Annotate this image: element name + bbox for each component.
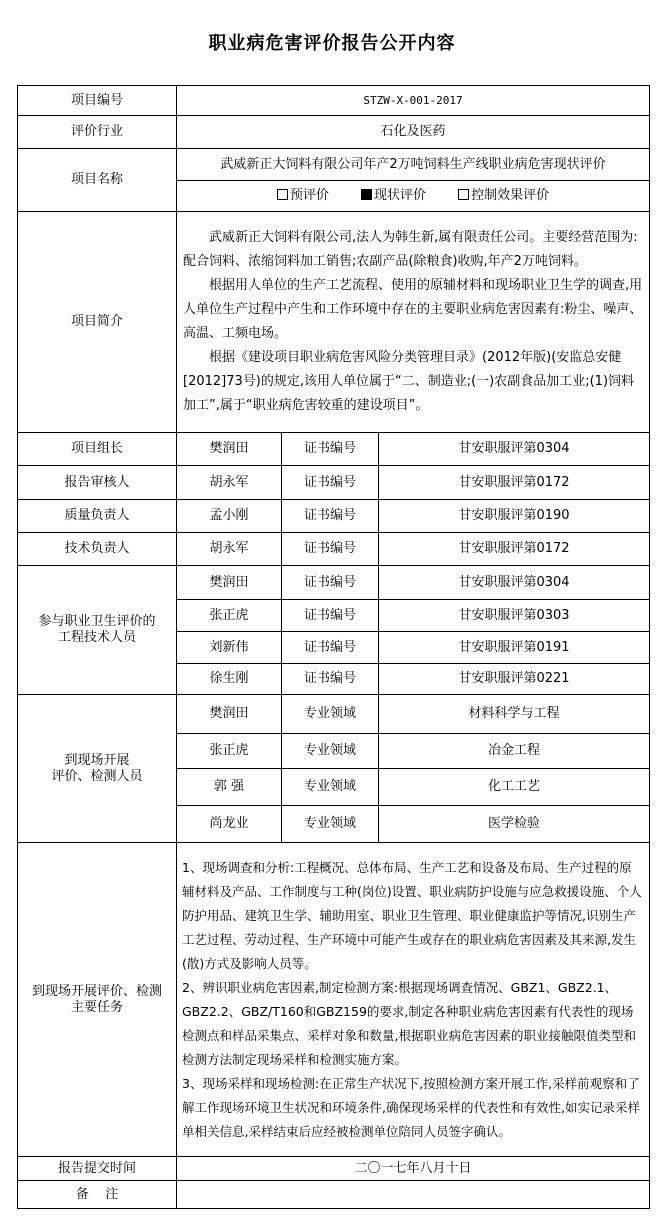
option-status-evaluation[interactable]: 现状评价 xyxy=(361,188,426,204)
remarks-label: 备 注 xyxy=(18,1181,177,1209)
cert-label: 证书编号 xyxy=(282,632,379,664)
table-row xyxy=(18,533,650,566)
field-staff-label: 到现场开展 评价、检测人员 xyxy=(18,695,177,843)
cert-number: 甘安职服评第0304 xyxy=(379,433,650,466)
intro-label: 项目简介 xyxy=(18,212,177,433)
cert-number: 甘安职服评第0190 xyxy=(379,500,650,533)
industry-label: 评价行业 xyxy=(18,116,177,149)
table-row xyxy=(18,86,650,116)
field-value: 冶金工程 xyxy=(379,734,650,769)
table-row xyxy=(18,843,650,1157)
task-item: 2、辨识职业病危害因素,制定检测方案:根据现场调查情况、GBZ1、GBZ2.1、GBZ2.2、GBZ/T160和GBZ159的要求,制定各种职业病危害因素有代表性的现场检测点和样品采集点、采样对象和数量,根据职业病危害因素的职业接触限值类型和检测方法制定现场采样和检测实施方案。 xyxy=(182,979,636,1067)
intro-paragraph: 根据《建设项目职业病危害风险分类管理目录》(2012年版)(安监总安健[2012]73号)的规定,该用人单位属于“二、制造业;(一)农副食品加工业;(1)饲料加工”,属于“职业病危害较重的建设项目”。 xyxy=(183,350,635,413)
role-label: 项目组长 xyxy=(18,433,177,466)
role-label: 报告审核人 xyxy=(18,466,177,500)
engineers-label: 参与职业卫生评价的 工程技术人员 xyxy=(18,566,177,695)
person-name: 樊润田 xyxy=(177,433,282,466)
cert-number: 甘安职服评第0221 xyxy=(379,664,650,695)
cert-number: 甘安职服评第0172 xyxy=(379,533,650,566)
cert-label: 证书编号 xyxy=(282,533,379,566)
person-name: 徐生刚 xyxy=(177,664,282,695)
table-row xyxy=(18,466,650,500)
cert-number: 甘安职服评第0172 xyxy=(379,466,650,500)
project-no-label: 项目编号 xyxy=(18,86,177,116)
submit-value: 二〇一七年八月十日 xyxy=(177,1157,650,1181)
cert-number: 甘安职服评第0303 xyxy=(379,600,650,632)
tasks-label: 到现场开展评价、检测 主要任务 xyxy=(18,843,177,1157)
field-label: 专业领域 xyxy=(282,769,379,806)
table-row xyxy=(18,1181,650,1209)
person-name: 樊润田 xyxy=(177,695,282,734)
person-name: 尚龙业 xyxy=(177,806,282,843)
evaluation-type-options xyxy=(177,181,650,212)
role-label: 技术负责人 xyxy=(18,533,177,566)
field-label: 专业领域 xyxy=(282,734,379,769)
table-row xyxy=(18,1157,650,1181)
cert-number: 甘安职服评第0191 xyxy=(379,632,650,664)
person-name: 孟小刚 xyxy=(177,500,282,533)
field-label: 专业领域 xyxy=(282,806,379,843)
remarks-value xyxy=(177,1181,650,1209)
task-item: 3、现场采样和现场检测:在正常生产状况下,按照检测方案开展工作,采样前观察和了解工作现场环境卫生状况和环境条件,确保现场采样的代表性和有效性,如实记录采样单相关信息,采样结束后应经被检测单位陪同人员签字确认。 xyxy=(182,1075,640,1139)
page-title: 职业病危害评价报告公开内容 xyxy=(208,33,456,54)
table-row xyxy=(18,149,650,181)
person-name: 樊润田 xyxy=(177,566,282,600)
field-value: 化工工艺 xyxy=(379,769,650,806)
table-row xyxy=(18,695,650,734)
checkbox-icon[interactable] xyxy=(277,189,288,200)
field-label: 专业领域 xyxy=(282,695,379,734)
table-row xyxy=(18,212,650,433)
project-name-value: 武威新正大饲料有限公司年产2万吨饲料生产线职业病危害现状评价 xyxy=(177,149,650,181)
intro-paragraph: 根据用人单位的生产工艺流程、使用的原辅材料和现场职业卫生学的调查,用人单位生产过程中产生和工作环境中存在的主要职业病危害因素有:粉尘、噪声、高温、工频电场。 xyxy=(183,278,643,341)
cert-label: 证书编号 xyxy=(282,466,379,500)
tasks-text xyxy=(177,843,650,1157)
person-name: 张正虎 xyxy=(177,734,282,769)
project-no-value: STZW-X-001-2017 xyxy=(177,86,650,116)
cert-label: 证书编号 xyxy=(282,566,379,600)
submit-label: 报告提交时间 xyxy=(18,1157,177,1181)
field-value: 材料科学与工程 xyxy=(379,695,650,734)
option-pre-evaluation[interactable]: 预评价 xyxy=(277,188,329,204)
intro-text xyxy=(177,212,650,433)
person-name: 张正虎 xyxy=(177,600,282,632)
person-name: 刘新伟 xyxy=(177,632,282,664)
cert-number: 甘安职服评第0304 xyxy=(379,566,650,600)
person-name: 胡永军 xyxy=(177,533,282,566)
cert-label: 证书编号 xyxy=(282,500,379,533)
disclosure-table xyxy=(17,85,650,1209)
checkbox-checked-icon[interactable] xyxy=(361,189,372,200)
checkbox-icon[interactable] xyxy=(458,189,469,200)
cert-label: 证书编号 xyxy=(282,433,379,466)
task-item: 1、现场调查和分析:工程概况、总体布局、生产工艺和设备及布局、生产过程的原辅材料及产品、工作制度与工种(岗位)设置、职业病防护设施与应急救援设施、个人防护用品、建筑卫生学、辅助用室、职业卫生管理、职业健康监护等情况,识别生产工艺过程、劳动过程、生产环境中可能产生或存在的职业病危害因素及其来源,发生(散)方式及影响人员等。 xyxy=(182,859,642,971)
industry-value: 石化及医药 xyxy=(177,116,650,149)
intro-paragraph: 武威新正大饲料有限公司,法人为韩生新,属有限责任公司。主要经营范围为:配合饲料、浓缩饲料加工销售;农副产品(除粮食)收购,年产2万吨饲料。 xyxy=(183,230,638,269)
table-row xyxy=(18,116,650,149)
option-control-evaluation[interactable]: 控制效果评价 xyxy=(458,188,549,204)
cert-label: 证书编号 xyxy=(282,600,379,632)
cert-label: 证书编号 xyxy=(282,664,379,695)
table-row xyxy=(18,500,650,533)
person-name: 胡永军 xyxy=(177,466,282,500)
table-row xyxy=(18,566,650,600)
field-value: 医学检验 xyxy=(379,806,650,843)
person-name: 郭 强 xyxy=(177,769,282,806)
table-row xyxy=(18,433,650,466)
role-label: 质量负责人 xyxy=(18,500,177,533)
project-name-label: 项目名称 xyxy=(18,149,177,212)
